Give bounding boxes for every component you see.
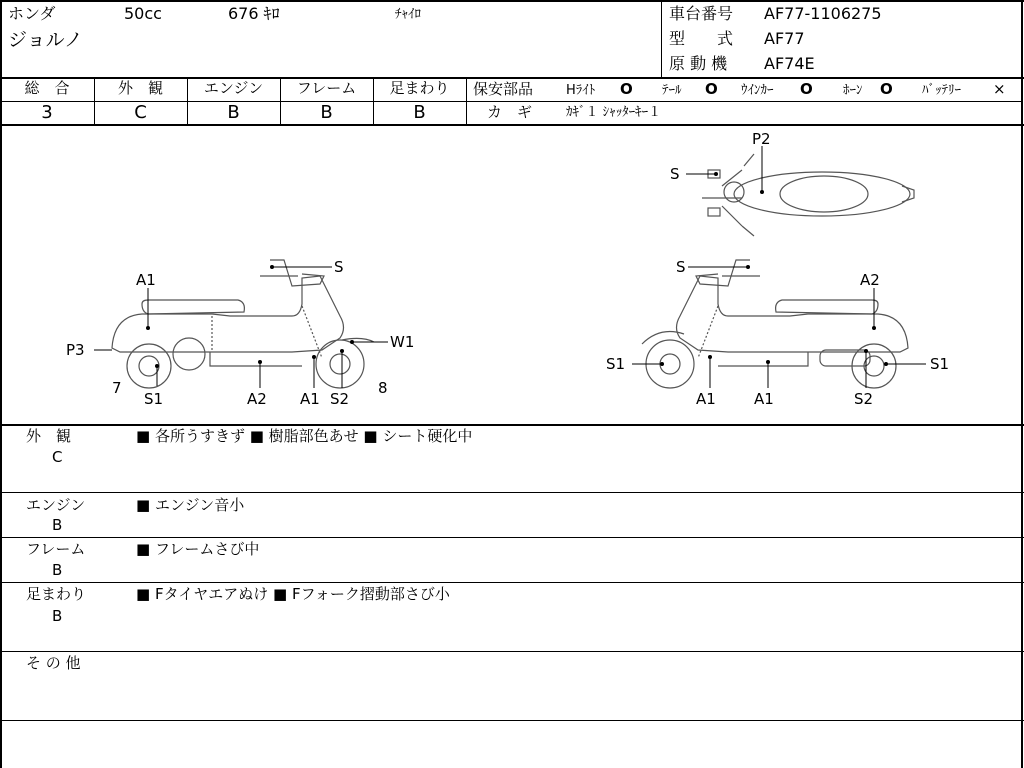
safety-headlight-mark: O [620, 80, 633, 98]
safety-mid-line [467, 101, 1022, 102]
diag-label-a2-left: A2 [247, 390, 267, 408]
note-grade-engine: B [52, 516, 63, 534]
scooter-top-view [702, 154, 914, 236]
note-line-2 [0, 537, 1024, 538]
diag-label-a1-left: A1 [136, 271, 156, 289]
grade-label-engine: エンジン [203, 79, 264, 97]
type-value: AF77 [764, 29, 805, 48]
note-text-exterior: ■ 各所うすきず ■ 樹脂部色あせ ■ シート硬化中 [136, 427, 473, 445]
diag-label-a1-right-front: A1 [696, 390, 716, 408]
safety-label: 保安部品 [473, 80, 534, 98]
vline-header [661, 0, 662, 78]
safety-horn: ﾎｰﾝ [843, 83, 863, 98]
engine-value: AF74E [764, 54, 815, 73]
diag-label-8: 8 [378, 379, 388, 397]
safety-taillight: ﾃｰﾙ [662, 83, 682, 98]
vline-5 [466, 78, 467, 125]
safety-headlight: Hﾗｲﾄ [566, 83, 596, 98]
mileage: 676 ｷﾛ [228, 4, 280, 23]
grade-value-exterior: C [134, 102, 147, 123]
diag-label-s1-left: S1 [144, 390, 164, 408]
grade-label-suspension: 足まわり [389, 79, 450, 97]
note-grade-frame: B [52, 561, 63, 579]
diag-label-a2-right: A2 [860, 271, 880, 289]
diagram-bottom-line [0, 424, 1024, 426]
frame-no: AF77-1106275 [764, 4, 882, 23]
note-label-engine: エンジン [26, 496, 86, 514]
note-grade-exterior: C [52, 448, 63, 466]
safety-winker-mark: O [800, 80, 813, 98]
safety-winker: ｳｲﾝｶｰ [741, 83, 774, 98]
diag-label-p2: P2 [752, 130, 771, 148]
note-text-suspension: ■ Fタイヤエアぬけ ■ Fフォーク摺動部さび小 [136, 585, 450, 603]
diag-label-a1-right: A1 [754, 390, 774, 408]
note-line-5 [0, 720, 1024, 721]
grade-label-frame: フレーム [296, 79, 357, 97]
note-label-frame: フレーム [26, 540, 86, 558]
diag-label-a1-left-bottom: A1 [300, 390, 320, 408]
note-label-exterior: 外 観 [26, 427, 72, 445]
diag-label-s-top: S [670, 165, 680, 183]
diag-label-s-right: S [676, 258, 686, 276]
maker-name: ホンダ [8, 4, 56, 23]
grade-value-suspension: B [413, 102, 426, 123]
safety-taillight-mark: O [705, 80, 718, 98]
note-line-1 [0, 492, 1024, 493]
engine-label: 原 動 機 [669, 54, 728, 73]
diag-label-s2-left: S2 [330, 390, 350, 408]
diag-label-s1-right-front: S1 [606, 355, 626, 373]
model-name: ジョルノ [8, 29, 83, 51]
grade-value-frame: B [320, 102, 333, 123]
safety-battery: ﾊﾞｯﾃﾘｰ [922, 83, 961, 98]
color: ﾁｬｲﾛ [395, 7, 421, 22]
frame-no-label: 車台番号 [669, 4, 734, 23]
note-text-engine: ■ エンジン音小 [136, 496, 245, 514]
grade-value-engine: B [227, 102, 240, 123]
note-line-3 [0, 582, 1024, 583]
note-label-other: そ の 他 [26, 654, 81, 672]
key-value: ｶｷﾞ１ ｼｬｯﾀｰｷｰ１ [566, 105, 662, 120]
diag-label-p3: P3 [66, 341, 85, 359]
key-label: カ ギ [487, 103, 533, 121]
grade-label-exterior: 外 観 [117, 79, 163, 97]
grade-value-overall: 3 [41, 102, 53, 123]
note-text-frame: ■ フレームさび中 [136, 540, 260, 558]
diag-label-w1: W1 [390, 333, 415, 351]
border-top [0, 0, 1024, 2]
border-right [1021, 0, 1023, 768]
note-label-suspension: 足まわり [26, 585, 87, 603]
note-grade-suspension: B [52, 607, 63, 625]
grade-label-overall: 総 合 [24, 79, 70, 97]
diag-label-7: 7 [112, 379, 122, 397]
safety-horn-mark: O [880, 80, 893, 98]
diag-label-s1-right-rear: S1 [930, 355, 950, 373]
note-line-4 [0, 651, 1024, 652]
diag-label-s2-right: S2 [854, 390, 874, 408]
safety-battery-mark: × [993, 80, 1006, 98]
type-label: 型 式 [669, 29, 734, 48]
displacement: 50cc [124, 4, 162, 23]
scooter-diagram [2, 126, 1021, 424]
diag-label-s-left: S [334, 258, 344, 276]
